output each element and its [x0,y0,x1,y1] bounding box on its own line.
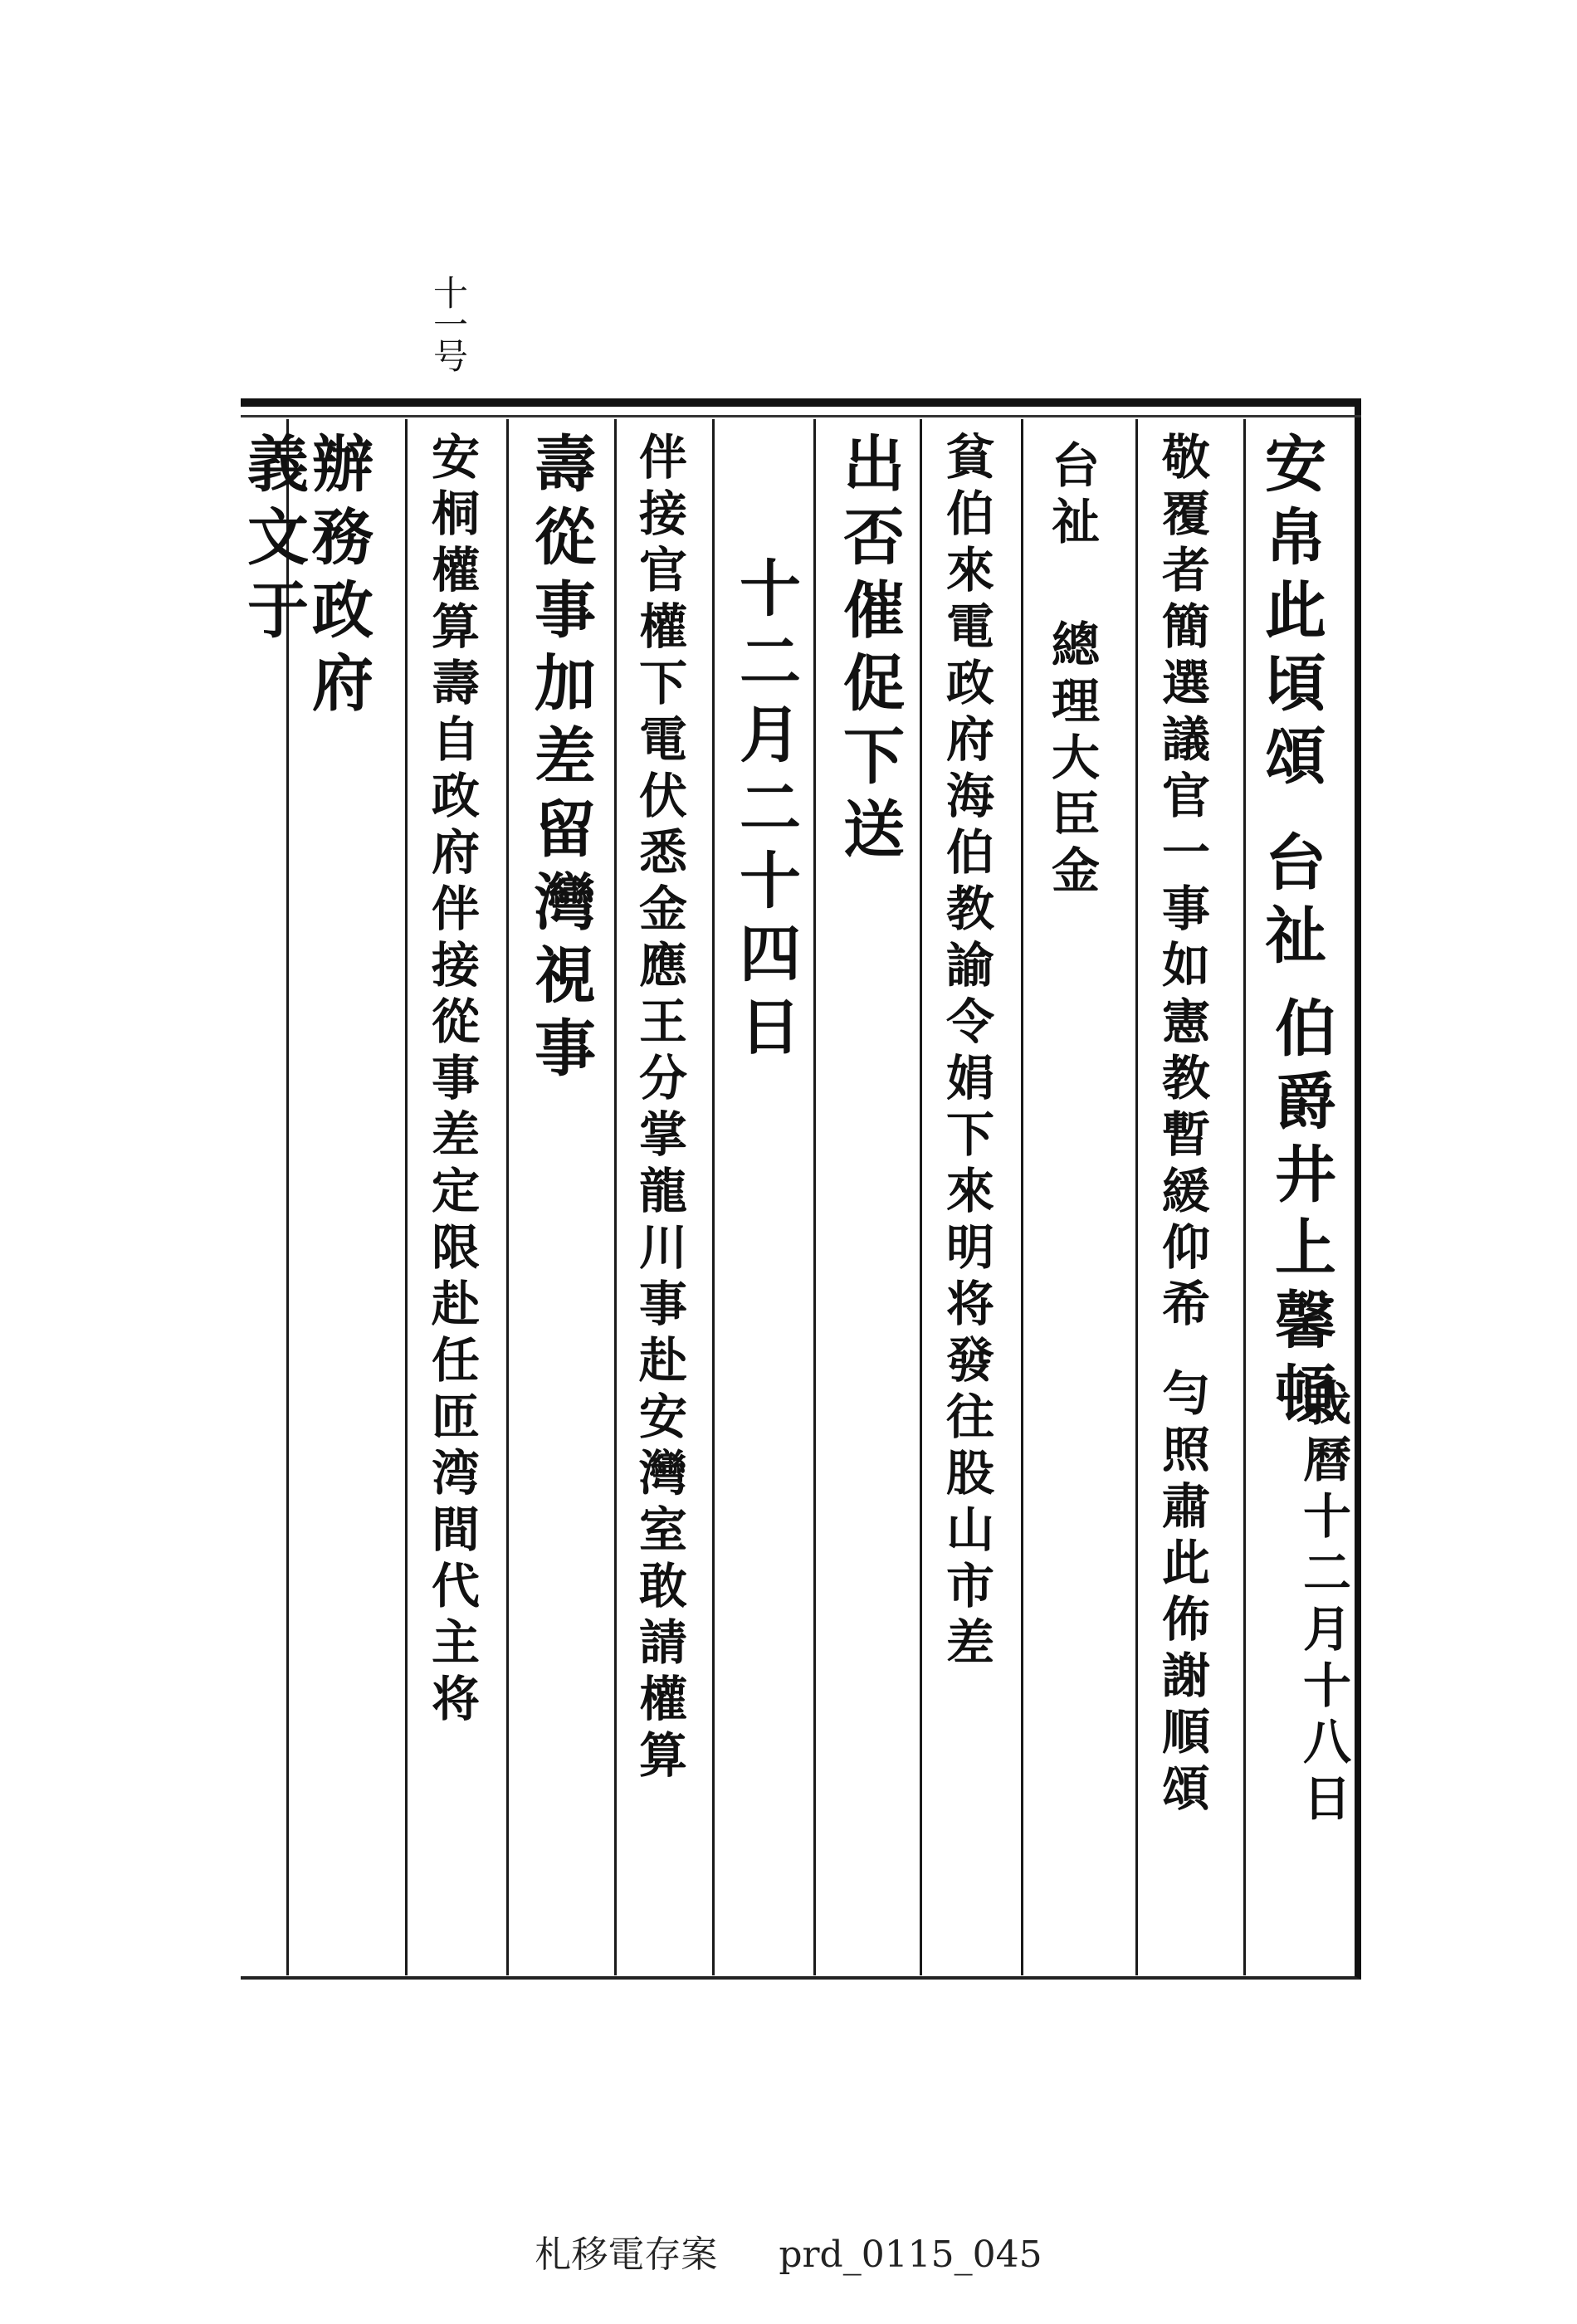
folio-number: 十一号 [432,273,468,377]
text-column: 安桐權算壽自政府伴接從事差定限赴任匝湾間代主将 [423,432,480,1730]
archive-title: 札移電存案 [535,2234,718,2276]
column-rule [1135,419,1138,1975]
signature-column: 伯爵井上馨頓 [1265,996,1336,1434]
text-column: 出否催促下送 [833,432,905,870]
page-code: prd_0115_045 [779,2234,1042,2276]
text-column: 台祉總理大臣金 [1043,440,1100,901]
column-rule [813,419,816,1975]
text-column: 貧伯來電政府海伯教諭令娟下來明将發往股山市差 [938,432,994,1673]
text-column: 安帛此頃頌台祉 [1255,432,1326,976]
text-column: 義文于 [237,432,309,651]
text-column: 伴接官權下電伏悉金應王分掌龍川事赴安灣室敢請權算 [631,432,687,1786]
text-column: 壽從事加差留灣視事 [525,432,596,1089]
column-rule [1243,419,1246,1975]
date-column: 十二月二十四日 [730,556,801,1067]
text-column: 辦務政府 [302,432,374,724]
column-rule [286,419,289,1975]
text-column: 敬覆者簡選議官一事如憲教暫緩仰希勻照肅此佈謝順頌 [1154,432,1210,1819]
column-rule [1021,419,1023,1975]
column-rule [712,419,715,1975]
frame-top-rule [241,415,1361,417]
date-column: 我曆十二月十八日 [1295,1378,1351,1829]
column-rule [506,419,509,1975]
column-rule [405,419,408,1975]
page-footer [0,2224,1577,2278]
column-rule [920,419,922,1975]
column-rule [614,419,617,1975]
